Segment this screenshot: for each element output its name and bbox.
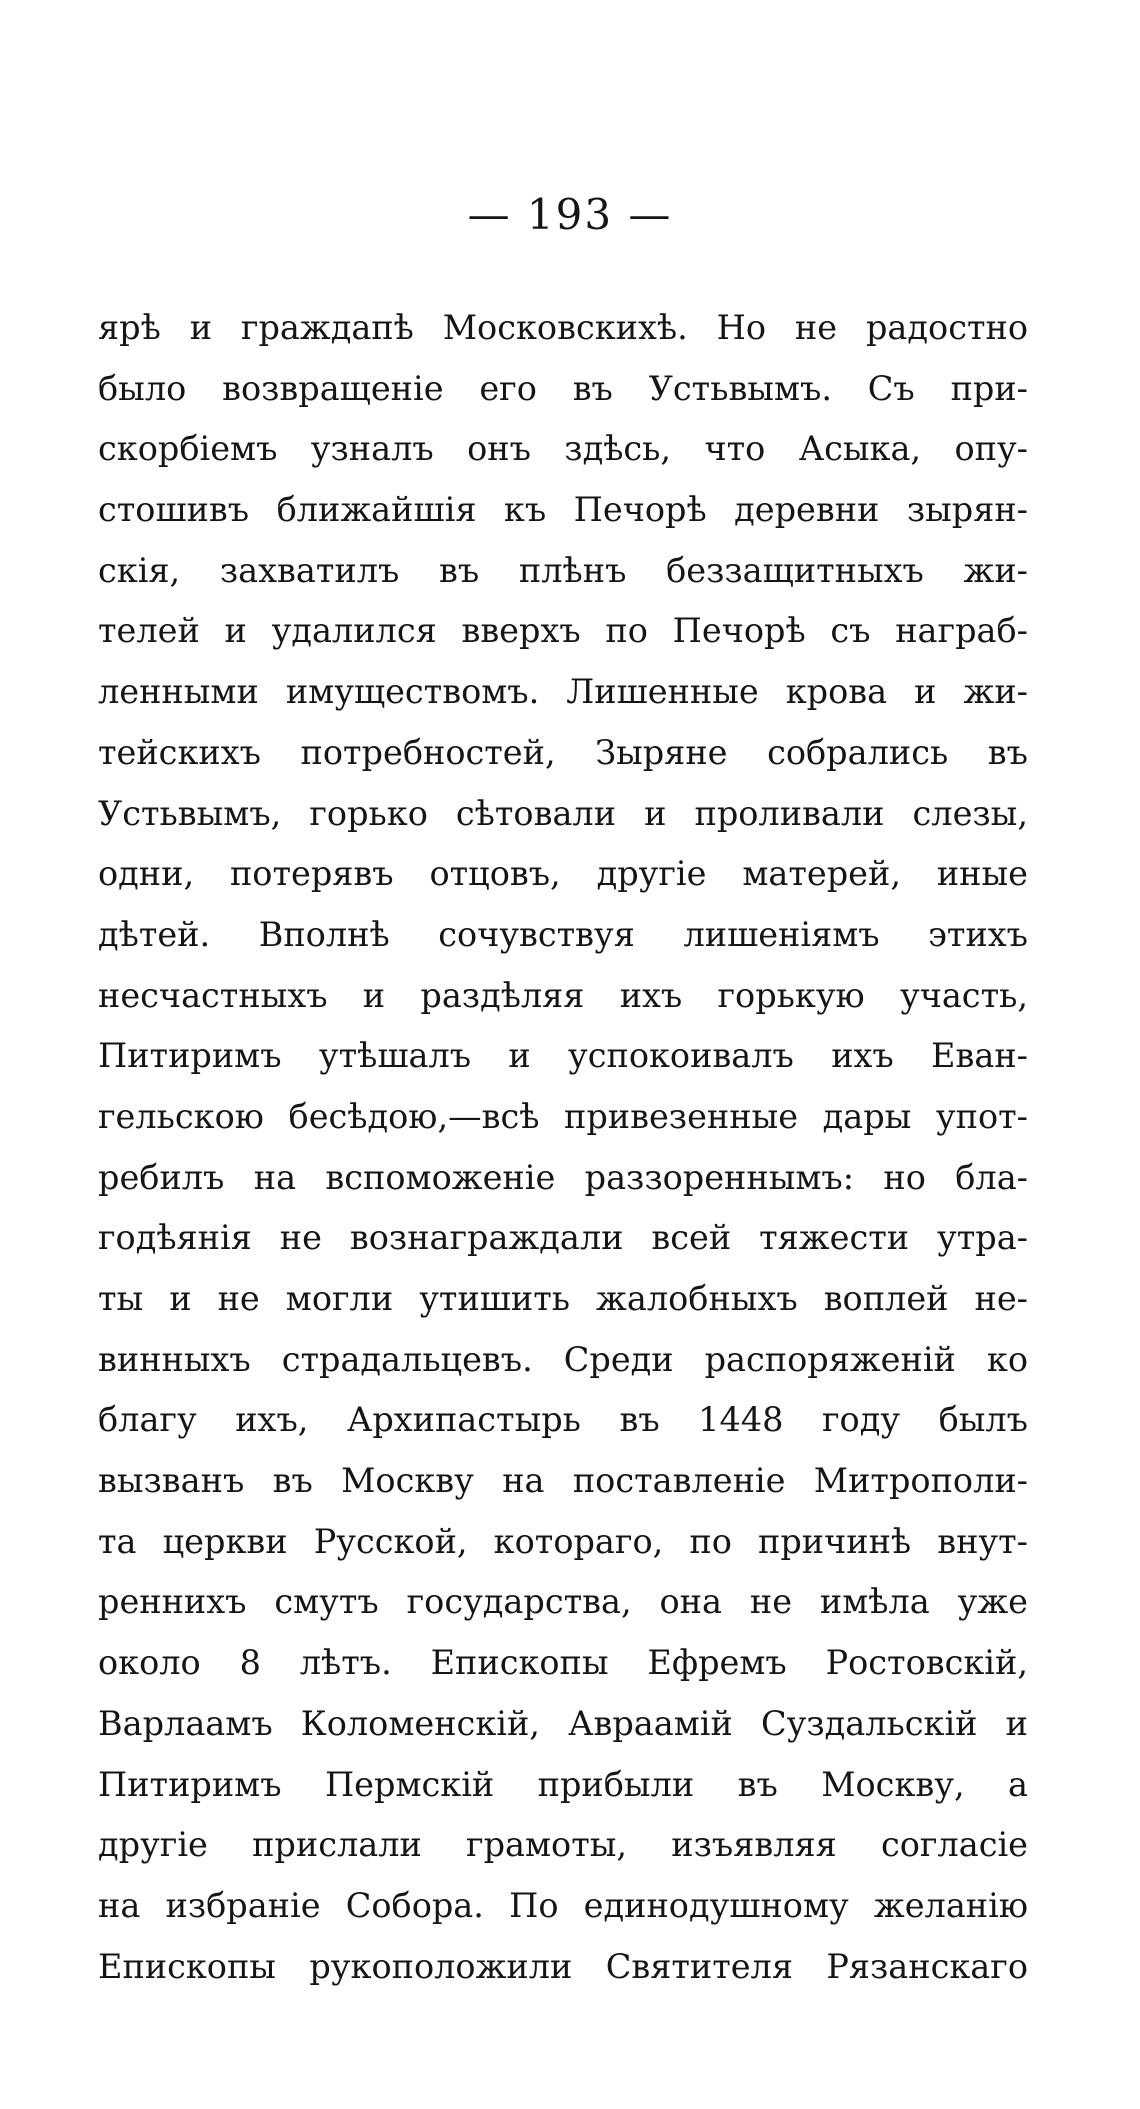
text-line: другіе прислали грамоты, изъявляя согласіе: [98, 1825, 1028, 1865]
text-line: на избраніе Собора. По единодушному желанію: [98, 1885, 1028, 1925]
text-line: вызванъ въ Москву на поставленіе Митрополи-: [98, 1461, 1028, 1501]
text-line: несчастныхъ и раздѣляя ихъ горькую участь,: [98, 975, 1028, 1015]
text-line: Епископы рукоположили Святителя Рязанскаго: [98, 1946, 1028, 1986]
text-line: Питиримъ Пермскій прибыли въ Москву, а: [98, 1764, 1028, 1804]
page-number: — 193 —: [467, 190, 673, 239]
text-line: дѣтей. Вполнѣ сочувствуя лишеніямъ этихъ: [98, 914, 1028, 954]
text-line: Питиримъ утѣшалъ и успокоивалъ ихъ Еван-: [98, 1036, 1028, 1076]
text-line: Варлаамъ Коломенскій, Авраамій Суздальскій и: [98, 1703, 1028, 1743]
text-line: годѣянія не вознаграждали всей тяжести утра-: [98, 1218, 1028, 1258]
text-line: благу ихъ, Архипастырь въ 1448 году былъ: [98, 1400, 1028, 1440]
text-line: стошивъ ближайшія къ Печорѣ деревни зырян-: [98, 490, 1028, 530]
text-line: гельскою бесѣдою,—всѣ привезенные дары упот-: [98, 1096, 1028, 1136]
text-line: ленными имуществомъ. Лишенные крова и жи-: [98, 672, 1028, 712]
text-line: ты и не могли утишить жалобныхъ воплей не-: [98, 1279, 1028, 1318]
text-line: Устьвымъ, горько сѣтовали и проливали слезы,: [98, 793, 1028, 833]
text-line: телей и удалился вверхъ по Печорѣ съ награб-: [98, 611, 1028, 651]
text-line: тейскихъ потребностей, Зыряне собрались въ: [98, 732, 1028, 772]
body-text: [98, 298, 1028, 1997]
text-line: та церкви Русской, котораго, по причинѣ внут-: [98, 1521, 1028, 1561]
text-line: было возвращеніе его въ Устьвымъ. Съ при-: [98, 368, 1028, 408]
text-line: ребилъ на вспоможеніе раззореннымъ: но бла-: [98, 1157, 1028, 1197]
text-line: ярѣ и граждапѣ Московскихѣ. Но не радостно: [98, 308, 1028, 347]
text-line: винныхъ страдальцевъ. Среди распоряженій ко: [98, 1339, 1028, 1379]
text-line: одни, потерявъ отцовъ, другіе матерей, иные: [98, 854, 1028, 894]
text-line: скія, захватилъ въ плѣнъ беззащитныхъ жи-: [98, 550, 1028, 590]
text-line: скорбіемъ узналъ онъ здѣсь, что Асыка, опу-: [98, 429, 1028, 469]
text-line: около 8 лѣтъ. Епископы Ефремъ Ростовскій,: [98, 1643, 1028, 1683]
text-line: реннихъ смутъ государства, она не имѣла уже: [98, 1582, 1028, 1622]
